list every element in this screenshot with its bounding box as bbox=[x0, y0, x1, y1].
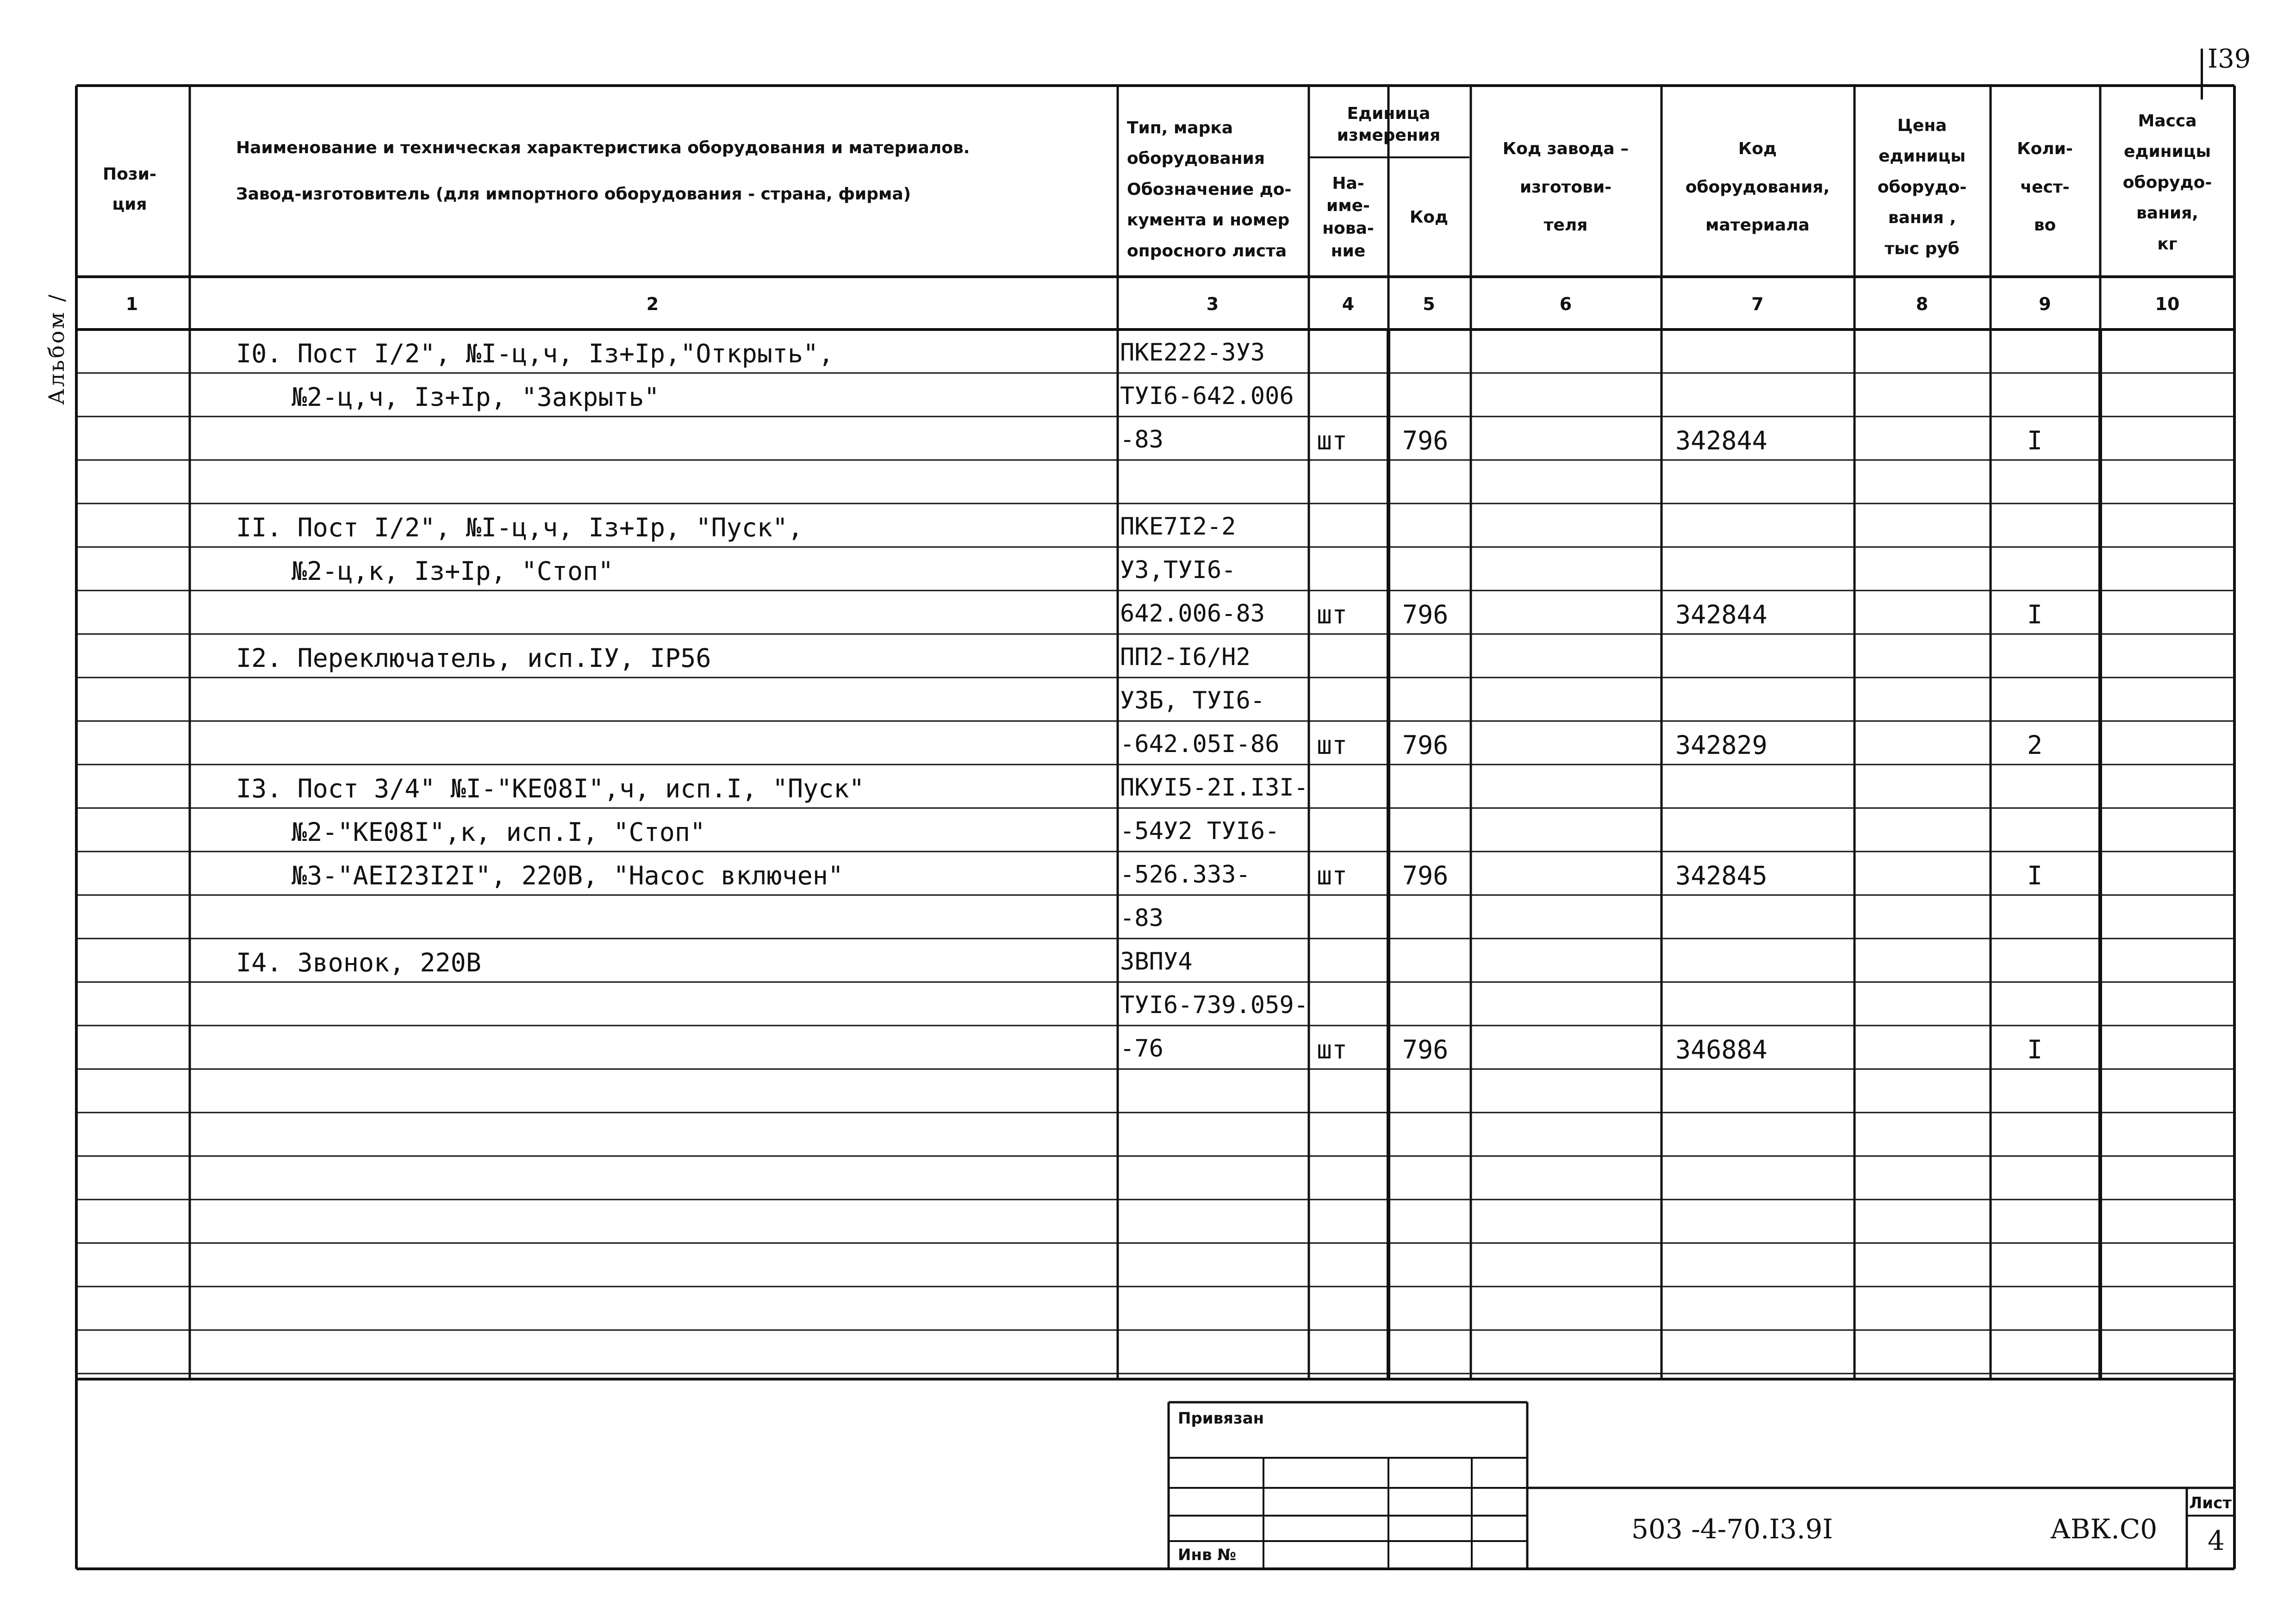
row-unit-code: 796 bbox=[1402, 600, 1449, 629]
row-type: ТУI6-642.006 bbox=[1120, 382, 1294, 410]
album-label: Альбом / bbox=[44, 292, 69, 405]
row-type: -526.333- bbox=[1120, 861, 1251, 889]
row-type: У3,ТУI6- bbox=[1120, 556, 1236, 584]
header-name-line1: Наименование и техническая характеристика оборудования и материалов. bbox=[236, 138, 970, 157]
row-equipment-code: 342844 bbox=[1675, 600, 1767, 629]
row-unit: шт bbox=[1317, 1035, 1348, 1064]
row-equipment-code: 342845 bbox=[1675, 861, 1767, 890]
row-quantity: I bbox=[2027, 600, 2043, 629]
album-label-wrap bbox=[44, 257, 72, 405]
row-quantity: I bbox=[2027, 1035, 2043, 1064]
row-type: -83 bbox=[1120, 904, 1164, 932]
row-equipment-code: 346884 bbox=[1675, 1035, 1767, 1064]
row-type: ПКЕ7I2-2 bbox=[1120, 513, 1236, 541]
row-equipment-code: 342829 bbox=[1675, 730, 1767, 760]
page-number-rule bbox=[2201, 49, 2203, 99]
row-unit-code: 796 bbox=[1402, 861, 1449, 890]
row-name: I0. Пост I/2", №I-ц,ч, Iз+Iр,"Открыть", bbox=[236, 339, 834, 368]
document-mark: АВК.С0 bbox=[2050, 1513, 2158, 1545]
header-unit-name: На- име- нова- ние bbox=[1322, 174, 1374, 261]
column-number-3: 3 bbox=[1206, 294, 1219, 314]
column-number-7: 7 bbox=[1751, 294, 1764, 314]
row-name: I2. Переключатель, исп.IУ, IP56 bbox=[236, 643, 711, 673]
header-type: Тип, марка оборудования Обозначение до- кумента и номер опросного листа bbox=[1127, 118, 1292, 261]
column-number-8: 8 bbox=[1916, 294, 1929, 314]
row-unit: шт bbox=[1317, 730, 1348, 760]
row-quantity: I bbox=[2027, 426, 2043, 455]
column-number-4: 4 bbox=[1342, 294, 1355, 314]
header-price: Цена единицы оборудо- вания , тыс руб bbox=[1877, 116, 1967, 258]
sheet-label: Лист bbox=[2189, 1494, 2232, 1512]
row-type: ПП2-I6/Н2 bbox=[1120, 643, 1251, 671]
header-quantity: Коли- чест- во bbox=[2017, 139, 2073, 235]
row-name: №2-"КЕ08I",к, исп.I, "Стоп" bbox=[292, 817, 706, 847]
row-type: -642.05I-86 bbox=[1120, 730, 1280, 758]
row-equipment-code: 342844 bbox=[1675, 426, 1767, 455]
header-unit-code: Код bbox=[1409, 207, 1449, 227]
row-unit: шт bbox=[1317, 600, 1348, 629]
row-name: I4. Звонок, 220В bbox=[236, 948, 481, 977]
sheet-number: 4 bbox=[2208, 1525, 2225, 1556]
document-code: 503 -4-70.I3.9I bbox=[1631, 1513, 1833, 1545]
row-name: II. Пост I/2", №I-ц,ч, Iз+Iр, "Пуск", bbox=[236, 513, 803, 542]
row-unit: шт bbox=[1317, 861, 1348, 890]
header-name-line2: Завод-изготовитель (для импортного оборудования - страна, фирма) bbox=[236, 184, 911, 204]
row-type: У3Б, ТУI6- bbox=[1120, 687, 1265, 715]
header-plant-code: Код завода – изготови- теля bbox=[1502, 139, 1629, 235]
header-unit-group: Единица измерения bbox=[1337, 104, 1441, 145]
row-name: I3. Пост 3/4" №I-"КЕ08I",ч, исп.I, "Пуск" bbox=[236, 774, 865, 803]
row-type: -76 bbox=[1120, 1035, 1164, 1063]
page-number: I39 bbox=[2208, 44, 2251, 74]
row-type: 642.006-83 bbox=[1120, 600, 1265, 628]
stamp-bound-label: Привязан bbox=[1178, 1409, 1264, 1428]
header-mass: Масса единицы оборудо- вания, кг bbox=[2122, 111, 2212, 254]
row-type: -54У2 ТУI6- bbox=[1120, 817, 1280, 845]
column-number-2: 2 bbox=[646, 294, 659, 314]
row-name: №2-ц,ч, Iз+Iр, "Закрыть" bbox=[292, 382, 660, 412]
row-unit-code: 796 bbox=[1402, 730, 1449, 760]
column-number-5: 5 bbox=[1423, 294, 1435, 314]
column-number-9: 9 bbox=[2039, 294, 2051, 314]
row-quantity: I bbox=[2027, 861, 2043, 890]
row-name: №3-"АЕI23I2I", 220В, "Насос включен" bbox=[292, 861, 844, 890]
row-unit-code: 796 bbox=[1402, 1035, 1449, 1064]
row-unit: шт bbox=[1317, 426, 1348, 455]
row-type: ЗВПУ4 bbox=[1120, 948, 1193, 976]
column-number-10: 10 bbox=[2155, 294, 2180, 314]
row-name: №2-ц,к, Iз+Iр, "Стоп" bbox=[292, 556, 614, 586]
stamp-inventory-label: Инв № bbox=[1178, 1546, 1237, 1564]
header-equipment-code: Код оборудования, материала bbox=[1685, 139, 1830, 235]
row-type: ТУI6-739.059- bbox=[1120, 991, 1308, 1019]
row-unit-code: 796 bbox=[1402, 426, 1449, 455]
row-type: -83 bbox=[1120, 426, 1164, 454]
row-quantity: 2 bbox=[2027, 730, 2043, 760]
row-type: ПКЕ222-3УЗ bbox=[1120, 339, 1265, 367]
column-number-1: 1 bbox=[125, 294, 138, 314]
column-number-6: 6 bbox=[1559, 294, 1572, 314]
row-type: ПКУI5-2I.I3I- bbox=[1120, 774, 1308, 802]
header-position: Пози- ция bbox=[103, 165, 156, 214]
